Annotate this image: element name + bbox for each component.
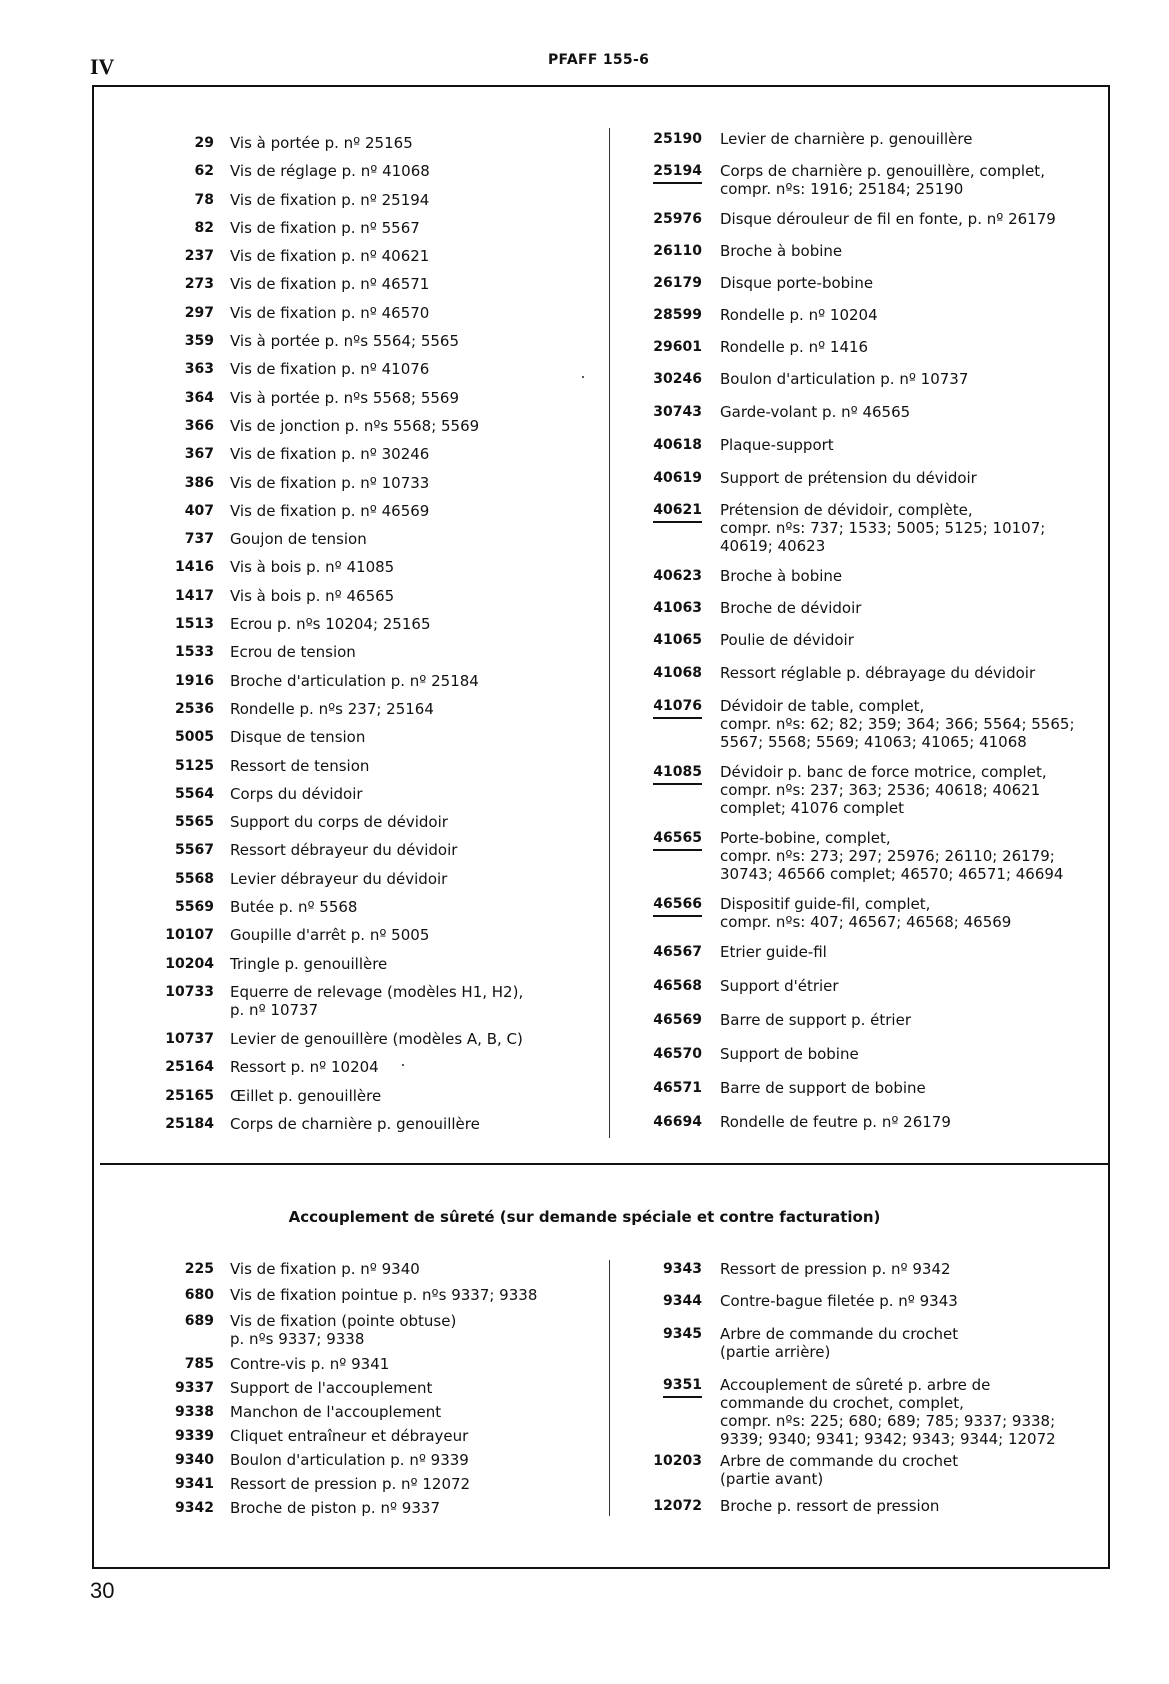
part-description: Support de prétension du dévidoir (720, 469, 977, 487)
part-number: 9338 (175, 1404, 214, 1420)
list-item (150, 1403, 600, 1427)
part-number: 25164 (165, 1059, 214, 1076)
part-number: 10203 (653, 1453, 702, 1469)
list-item (150, 219, 600, 247)
list-item (640, 631, 1080, 664)
part-description: Contre-vis p. nº 9341 (230, 1355, 390, 1373)
assembly-number: 46566 (653, 895, 702, 917)
list-item (640, 1045, 1080, 1079)
part-number: 1533 (175, 644, 214, 661)
part-number: 41065 (653, 632, 702, 648)
section-title: Accouplement de sûreté (sur demande spéciale et contre facturation) (288, 1208, 881, 1226)
list-item (150, 1286, 600, 1312)
list-item (640, 977, 1080, 1011)
list-item (150, 558, 600, 586)
part-description: Ressort de tension (230, 756, 370, 775)
list-item (150, 1355, 600, 1379)
part-description: Garde-volant p. nº 46565 (720, 403, 911, 421)
part-number: 41068 (653, 665, 702, 681)
list-item (150, 700, 600, 728)
part-description: Vis de fixation p. nº 30246 (230, 445, 430, 464)
part-number: 10204 (165, 955, 214, 972)
part-number: 12072 (653, 1498, 702, 1514)
part-number: 1417 (175, 587, 214, 604)
list-item (150, 955, 600, 983)
list-item (640, 162, 1080, 210)
part-number: 26110 (653, 243, 702, 259)
parts-list-bottom-right (640, 1260, 1080, 1523)
list-item (150, 587, 600, 615)
part-number: 25190 (653, 131, 702, 147)
list-item (150, 474, 600, 502)
list-item (640, 1079, 1080, 1113)
part-description: Ressort de pression p. nº 9342 (720, 1260, 951, 1278)
list-item (640, 829, 1080, 895)
list-item (150, 1087, 600, 1115)
part-description: Prétension de dévidoir, complète, compr. nºs: 737; 1533; 5005; 5125; 10107; 40619; 40623 (720, 501, 1046, 555)
part-number: 680 (184, 1287, 214, 1303)
part-number (640, 162, 702, 210)
part-number: 1916 (175, 672, 214, 689)
part-number: 10107 (165, 927, 214, 944)
part-description: Vis de fixation p. nº 46569 (230, 501, 430, 520)
column-divider-top (609, 128, 610, 1138)
list-item (640, 1113, 1080, 1145)
part-description: Ressort débrayeur du dévidoir (230, 841, 458, 860)
part-description: Barre de support de bobine (720, 1079, 926, 1097)
part-description: Poulie de dévidoir (720, 631, 854, 649)
part-number: 1416 (175, 559, 214, 576)
list-item (640, 210, 1080, 242)
part-number: 29 (194, 135, 214, 151)
part-number (640, 501, 702, 567)
part-number: 297 (184, 304, 214, 321)
part-description: Vis de fixation p. nº 5567 (230, 218, 420, 237)
assembly-number: 41076 (653, 697, 702, 719)
list-item (640, 436, 1080, 469)
parts-list-bottom-left (150, 1260, 600, 1523)
list-item (150, 841, 600, 869)
part-description: Ecrou p. nºs 10204; 25165 (230, 615, 431, 634)
part-number: 237 (184, 248, 214, 265)
part-description: Rondelle p. nºs 237; 25164 (230, 699, 434, 718)
part-description: Broche de piston p. nº 9337 (230, 1499, 440, 1517)
part-description: Goujon de tension (230, 530, 367, 549)
part-description: Ressort p. nº 10204 (230, 1058, 379, 1077)
part-number: 9341 (175, 1476, 214, 1492)
part-description: Vis de fixation p. nº 10733 (230, 473, 430, 492)
assembly-number: 46565 (653, 829, 702, 851)
part-number (640, 829, 702, 895)
part-description: Corps de charnière p. genouillère (230, 1114, 480, 1133)
part-number: 9345 (663, 1326, 702, 1342)
assembly-number: 25194 (653, 162, 702, 184)
list-item (150, 134, 600, 162)
list-item (640, 895, 1080, 943)
page-roman-numeral: IV (90, 54, 115, 79)
part-description: Butée p. nº 5568 (230, 898, 358, 917)
part-description: Rondelle de feutre p. nº 26179 (720, 1113, 951, 1131)
part-description: Levier de genouillère (modèles A, B, C) (230, 1029, 523, 1048)
part-description: Vis à portée p. nºs 5568; 5569 (230, 388, 459, 407)
part-description: Levier de charnière p. genouillère (720, 130, 973, 148)
part-number (640, 895, 702, 943)
part-number: 10737 (165, 1030, 214, 1047)
part-description: Œillet p. genouillère (230, 1086, 382, 1105)
part-number: 5125 (175, 757, 214, 774)
part-description: Corps du dévidoir (230, 784, 363, 803)
part-description: Equerre de relevage (modèles H1, H2), p. nº 10737 (230, 982, 524, 1019)
part-number: 2536 (175, 700, 214, 717)
part-description: Support d'étrier (720, 977, 839, 995)
part-description: Support du corps de dévidoir (230, 813, 448, 832)
list-item (150, 1058, 600, 1086)
list-item (150, 1260, 600, 1286)
part-number: 407 (184, 502, 214, 519)
part-number: 689 (184, 1313, 214, 1329)
part-number: 46571 (653, 1080, 702, 1096)
part-description: Disque dérouleur de fil en fonte, p. nº 26179 (720, 210, 1056, 228)
part-description: Vis à bois p. nº 46565 (230, 586, 395, 605)
part-number: 5564 (175, 785, 214, 802)
part-description: Porte-bobine, complet, compr. nºs: 273; 297; 25976; 26110; 26179; 30743; 46566 complet; 46570; 46571; 46694 (720, 829, 1064, 883)
part-number: 40618 (653, 437, 702, 453)
list-item (150, 926, 600, 954)
part-description: Ressort de pression p. nº 12072 (230, 1475, 471, 1493)
part-description: Vis de fixation pointue p. nºs 9337; 9338 (230, 1286, 538, 1304)
list-item (640, 501, 1080, 567)
part-description: Vis de fixation p. nº 40621 (230, 247, 430, 266)
list-item (150, 1379, 600, 1403)
part-description: Barre de support p. étrier (720, 1011, 911, 1029)
part-description: Contre-bague filetée p. nº 9343 (720, 1292, 958, 1310)
part-number: 26179 (653, 275, 702, 291)
part-number: 9339 (175, 1428, 214, 1444)
list-item (150, 1115, 600, 1143)
list-item (150, 870, 600, 898)
part-description: Broche p. ressort de pression (720, 1497, 940, 1515)
part-description: Disque de tension (230, 728, 366, 747)
list-item (640, 943, 1080, 977)
list-item (150, 757, 600, 785)
part-number: 9337 (175, 1380, 214, 1396)
part-description: Vis à bois p. nº 41085 (230, 558, 395, 577)
part-description: Arbre de commande du crochet (partie avant) (720, 1452, 959, 1488)
list-item (150, 643, 600, 671)
list-item (150, 275, 600, 303)
list-item (640, 763, 1080, 829)
part-description: Vis de fixation p. nº 46570 (230, 303, 430, 322)
part-description: Vis de réglage p. nº 41068 (230, 162, 430, 181)
list-item (640, 130, 1080, 162)
part-number: 25976 (653, 211, 702, 227)
list-item (150, 417, 600, 445)
part-description: Goupille d'arrêt p. nº 5005 (230, 926, 430, 945)
part-number: 5005 (175, 729, 214, 746)
part-number: 46694 (653, 1114, 702, 1130)
part-description: Vis de fixation p. nº 9340 (230, 1260, 420, 1278)
list-item (150, 983, 600, 1030)
part-description: Broche de dévidoir (720, 599, 862, 617)
part-number (640, 697, 702, 763)
list-item (640, 1497, 1080, 1523)
list-item (640, 664, 1080, 697)
list-item (150, 728, 600, 756)
part-description: Arbre de commande du crochet (partie arrière) (720, 1325, 959, 1361)
section-divider (100, 1163, 1110, 1165)
part-description: Vis de fixation (pointe obtuse) p. nºs 9337; 9338 (230, 1312, 457, 1348)
list-item (640, 306, 1080, 338)
part-number: 737 (184, 531, 214, 548)
list-item (150, 898, 600, 926)
part-number: 5565 (175, 814, 214, 831)
list-item (150, 813, 600, 841)
part-description: Manchon de l'accouplement (230, 1403, 442, 1421)
part-number: 386 (184, 474, 214, 491)
part-number: 25184 (165, 1115, 214, 1132)
list-item (640, 338, 1080, 370)
part-number: 46569 (653, 1012, 702, 1028)
part-number: 785 (184, 1356, 214, 1372)
document-title: PFAFF 155-6 (548, 52, 650, 68)
list-item (150, 1427, 600, 1451)
part-description: Boulon d'articulation p. nº 9339 (230, 1451, 469, 1469)
list-item (150, 1451, 600, 1475)
part-number: 82 (194, 219, 214, 236)
part-number: 28599 (653, 307, 702, 323)
part-description: Rondelle p. nº 1416 (720, 338, 869, 356)
part-number (640, 763, 702, 829)
part-number: 25165 (165, 1087, 214, 1104)
part-description: Tringle p. genouillère (230, 954, 388, 973)
part-number: 30743 (653, 404, 702, 420)
part-number: 46568 (653, 978, 702, 994)
list-item (640, 1452, 1080, 1497)
part-number: 273 (184, 276, 214, 293)
list-item (150, 445, 600, 473)
part-number: 9343 (663, 1261, 702, 1277)
part-number: 5569 (175, 899, 214, 916)
list-item (150, 247, 600, 275)
list-item (150, 162, 600, 190)
list-item (150, 672, 600, 700)
part-description: Cliquet entraîneur et débrayeur (230, 1427, 469, 1445)
list-item (640, 403, 1080, 436)
part-number: 359 (184, 333, 214, 350)
part-description: Plaque-support (720, 436, 834, 454)
part-number: 46567 (653, 944, 702, 960)
part-description: Dévidoir p. banc de force motrice, complet, compr. nºs: 237; 363; 2536; 40618; 40621 complet; 41076 complet (720, 763, 1047, 817)
part-description: Disque porte-bobine (720, 274, 874, 292)
part-description: Support de l'accouplement (230, 1379, 433, 1397)
part-number: 9342 (175, 1500, 214, 1516)
part-number (640, 1376, 702, 1452)
list-item (150, 1312, 600, 1355)
part-number: 9340 (175, 1452, 214, 1468)
list-item (150, 1030, 600, 1058)
assembly-number: 40621 (653, 501, 702, 523)
part-description: Ressort réglable p. débrayage du dévidoir (720, 664, 1036, 682)
page-number: 30 (90, 1578, 115, 1603)
part-number: 30246 (653, 371, 702, 387)
part-number: 363 (184, 361, 214, 378)
list-item (150, 502, 600, 530)
part-description: Vis de jonction p. nºs 5568; 5569 (230, 416, 480, 435)
part-description: Broche à bobine (720, 242, 843, 260)
part-number: 10733 (165, 983, 214, 1000)
list-item (640, 242, 1080, 274)
part-number: 9344 (663, 1293, 702, 1309)
list-item (640, 567, 1080, 599)
part-number: 1513 (175, 616, 214, 633)
part-number: 366 (184, 417, 214, 434)
list-item (640, 599, 1080, 631)
part-number: 40623 (653, 568, 702, 584)
part-description: Dévidoir de table, complet, compr. nºs: 62; 82; 359; 364; 366; 5564; 5565; 5567; 5568; 5569; 41063; 41065; 41068 (720, 697, 1075, 751)
list-item (150, 1499, 600, 1523)
parts-list-top-right (640, 130, 1080, 1145)
part-number: 225 (184, 1261, 214, 1277)
assembly-number: 41085 (653, 763, 702, 785)
list-item (640, 1325, 1080, 1376)
part-description: Rondelle p. nº 10204 (720, 306, 878, 324)
list-item (150, 191, 600, 219)
part-description: Corps de charnière p. genouillère, complet, compr. nºs: 1916; 25184; 25190 (720, 162, 1045, 198)
part-number: 367 (184, 446, 214, 463)
list-item (150, 530, 600, 558)
list-item (150, 304, 600, 332)
parts-list-top-left (150, 134, 600, 1143)
part-number: 5567 (175, 842, 214, 859)
part-number: 62 (194, 163, 214, 180)
part-description: Vis de fixation p. nº 41076 (230, 360, 430, 379)
part-description: Broche d'articulation p. nº 25184 (230, 671, 479, 690)
part-description: Dispositif guide-fil, complet, compr. nºs: 407; 46567; 46568; 46569 (720, 895, 1012, 931)
part-description: Ecrou de tension (230, 643, 356, 662)
list-item (640, 370, 1080, 403)
part-number: 5568 (175, 870, 214, 887)
part-description: Vis de fixation p. nº 46571 (230, 275, 430, 294)
part-number: 41063 (653, 600, 702, 616)
part-description: Levier débrayeur du dévidoir (230, 869, 448, 888)
list-item (640, 1292, 1080, 1325)
list-item (640, 274, 1080, 306)
list-item (150, 332, 600, 360)
list-item (150, 615, 600, 643)
part-description: Etrier guide-fil (720, 943, 827, 961)
part-description: Vis à portée p. nº 25165 (230, 134, 413, 152)
part-number: 40619 (653, 470, 702, 486)
list-item (150, 1475, 600, 1499)
part-description: Broche à bobine (720, 567, 843, 585)
part-description: Vis de fixation p. nº 25194 (230, 190, 430, 209)
list-item (640, 1011, 1080, 1045)
part-number: 46570 (653, 1046, 702, 1062)
list-item (150, 785, 600, 813)
column-divider-bottom (609, 1260, 610, 1516)
assembly-number: 9351 (663, 1376, 702, 1398)
list-item (640, 469, 1080, 501)
part-number: 78 (194, 191, 214, 208)
part-description: Support de bobine (720, 1045, 859, 1063)
part-number: 29601 (653, 339, 702, 355)
part-description: Accouplement de sûreté p. arbre de commande du crochet, complet, compr. nºs: 225; 680; 689; 785; 9337; 9338; 9339; 9340; 9341; 9342; 9343; 9344; 12072 (720, 1376, 1056, 1448)
list-item (150, 389, 600, 417)
part-number: 364 (184, 389, 214, 406)
list-item (640, 697, 1080, 763)
part-description: Boulon d'articulation p. nº 10737 (720, 370, 969, 388)
list-item (640, 1376, 1080, 1452)
list-item (150, 360, 600, 388)
part-description: Vis à portée p. nºs 5564; 5565 (230, 332, 459, 351)
list-item (640, 1260, 1080, 1292)
